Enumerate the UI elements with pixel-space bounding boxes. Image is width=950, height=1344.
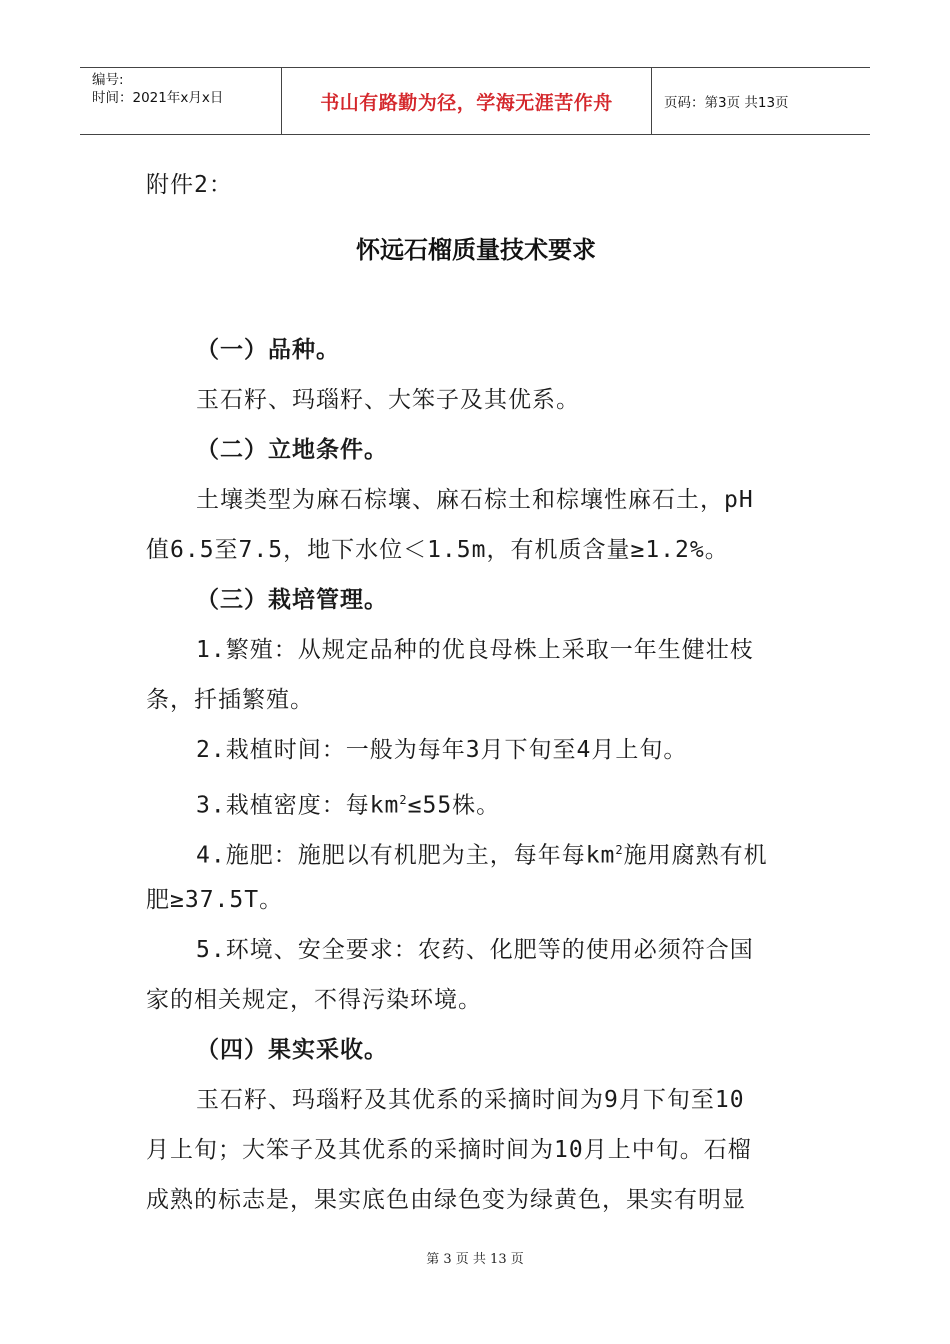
fertilizer-text-end: 施用腐熟有机: [623, 842, 768, 869]
document-header: [80, 67, 870, 135]
paragraph-line: 月上旬；大笨子及其优系的采摘时间为10月上中旬。石榴: [146, 1137, 752, 1163]
header-page-cell: [652, 68, 870, 134]
superscript: 2: [615, 843, 624, 857]
superscript: 2: [399, 793, 408, 807]
section-heading: （四）果实采收。: [196, 1037, 388, 1063]
paragraph-line: 值6.5至7.5，地下水位＜1.5m，有机质含量≥1.2%。: [146, 537, 729, 563]
page-info: 页码：第3页 共13页: [664, 95, 789, 111]
list-item-line: 2.栽植时间：一般为每年3月下旬至4月上旬。: [196, 737, 688, 763]
paragraph-line: 成熟的标志是，果实底色由绿色变为绿黄色，果实有明显: [146, 1187, 746, 1213]
fertilizer-text: 4.施肥：施肥以有机肥为主，每年每km: [196, 842, 616, 869]
list-item-line: 1.繁殖：从规定品种的优良母株上采取一年生健壮枝: [196, 637, 754, 663]
paragraph-line: 玉石籽、玛瑙籽及其优系的采摘时间为9月下旬至10: [196, 1087, 745, 1113]
page-footer: 第 3 页 共 13 页: [426, 1252, 524, 1267]
section-heading: （一）品种。: [196, 337, 340, 363]
section-heading: （三）栽培管理。: [196, 587, 388, 613]
section-heading: （二）立地条件。: [196, 437, 388, 463]
motto-text: 书山有路勤为径，学海无涯苦作舟: [320, 91, 613, 114]
paragraph-line: 土壤类型为麻石棕壤、麻石棕土和棕壤性麻石土，pH: [196, 487, 754, 513]
density-text-end: ≤55株。: [407, 792, 501, 819]
list-item-line: 家的相关规定，不得污染环境。: [146, 987, 482, 1013]
header-motto-cell: [282, 68, 652, 134]
page-title: 怀远石榴质量技术要求: [356, 235, 596, 264]
list-item-line: 肥≥37.5T。: [146, 887, 284, 913]
attachment-label: 附件2：: [146, 172, 233, 198]
header-meta-cell: [80, 68, 282, 134]
document-body: [146, 160, 806, 1225]
list-item-line: 5.环境、安全要求：农药、化肥等的使用必须符合国: [196, 937, 754, 963]
list-item-line: 条，扦插繁殖。: [146, 687, 314, 713]
list-item-line: [146, 775, 806, 825]
list-item-line: [146, 825, 806, 875]
density-text: 3.栽植密度：每km: [196, 792, 400, 819]
time-label: 时间：2021年x月x日: [92, 90, 224, 106]
number-label: 编号:: [92, 72, 124, 88]
paragraph-line: 玉石籽、玛瑙籽、大笨子及其优系。: [196, 387, 580, 413]
